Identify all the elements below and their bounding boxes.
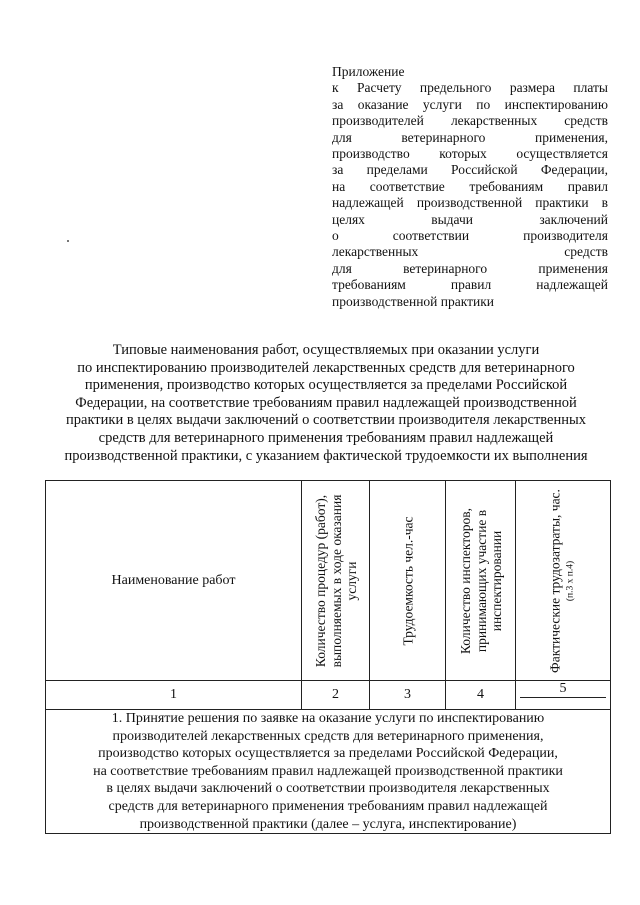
appendix-line: требованиям правил надлежащей xyxy=(332,277,608,293)
column-numbers-row xyxy=(46,681,611,710)
header-labor: Трудоемкость чел.-час xyxy=(399,515,415,646)
table-header-row xyxy=(46,481,611,681)
appendix-line: на соответствие требованиям правил xyxy=(332,178,608,194)
scan-speck xyxy=(67,240,69,242)
title-line: применения, производство которых осуществляется за пределами Российской xyxy=(84,377,568,394)
header-procedures: Количество процедур (работ), выполняемых в ходе оказания услуги xyxy=(312,494,359,667)
appendix-line: за оказание услуги по инспектированию xyxy=(332,96,608,112)
section-line: 1. Принятие решения по заявке на оказание услуги по инспектированию xyxy=(111,711,545,726)
appendix-line: лекарственных средств xyxy=(332,244,608,260)
header-actual: Фактические трудозатраты, час. xyxy=(547,488,563,673)
section-line: производственной практики (далее – услуга, инспектирование) xyxy=(139,816,517,832)
section-line: в целях выдачи заключений о соответствии производителя лекарственных xyxy=(106,781,550,797)
title-line: практики в целях выдачи заключений о соответствии производителя лекарственных xyxy=(66,412,586,429)
header-actual-note: (п.3 х п.4) xyxy=(565,560,575,601)
title-line: средств для ветеринарного применения требованиям правил надлежащей xyxy=(98,429,554,446)
title-line: производственной практики, с указанием фактической трудоемкости их выполнения xyxy=(64,447,588,464)
underline-rule xyxy=(520,697,606,698)
appendix-line: за пределами Российской Федерации, xyxy=(332,162,608,178)
title-line: Федерации, на соответствие требованиям правил надлежащей производственной xyxy=(75,394,577,411)
header-inspectors-cell xyxy=(446,481,516,681)
appendix-line: производителей лекарственных средств xyxy=(332,113,608,129)
section-heading xyxy=(46,710,611,834)
header-name: Наименование работ xyxy=(111,572,236,588)
appendix-line: для ветеринарного применения, xyxy=(332,129,608,145)
column-number: 2 xyxy=(302,681,370,710)
section-line: на соответствие требованиям правил надлежащей производственной практики xyxy=(93,763,563,779)
appendix-line: о соответствии производителя xyxy=(332,228,608,244)
header-name-cell xyxy=(46,481,302,681)
section-row xyxy=(46,710,611,834)
appendix-line: производственной практики xyxy=(332,293,495,309)
header-labor-cell xyxy=(370,481,446,681)
column-number: 3 xyxy=(370,681,446,710)
section-line: средств для ветеринарного применения требованиям правил надлежащей xyxy=(108,798,548,814)
header-procedures-cell xyxy=(302,481,370,681)
header-actual-wrap xyxy=(548,486,579,676)
title-line: по инспектированию производителей лекарственных средств для ветеринарного xyxy=(77,359,575,376)
header-inspectors: Количество инспекторов, принимающих участие в инспектировании xyxy=(457,507,504,654)
title-line: Типовые наименования работ, осуществляемых при оказании услуги xyxy=(112,342,540,358)
column-number-cell xyxy=(516,681,611,710)
appendix-block xyxy=(332,64,608,310)
column-number: 5 xyxy=(559,681,567,696)
appendix-line: Приложение xyxy=(332,64,405,79)
appendix-line: надлежащей производственной практики в xyxy=(332,195,608,211)
header-actual-cell xyxy=(516,481,611,681)
document-title xyxy=(40,342,612,465)
column-number: 1 xyxy=(46,681,302,710)
appendix-line: для ветеринарного применения xyxy=(332,260,608,276)
works-table xyxy=(45,480,611,834)
appendix-line: производство которых осуществляется xyxy=(332,146,608,162)
column-number: 4 xyxy=(446,681,516,710)
section-line: производство которых осуществляется за пределами Российской Федерации, xyxy=(98,746,558,762)
section-line: производителей лекарственных средств для ветеринарного применения, xyxy=(112,728,544,744)
appendix-line: целях выдачи заключений xyxy=(332,211,608,227)
appendix-line: к Расчету предельного размера платы xyxy=(332,80,608,96)
